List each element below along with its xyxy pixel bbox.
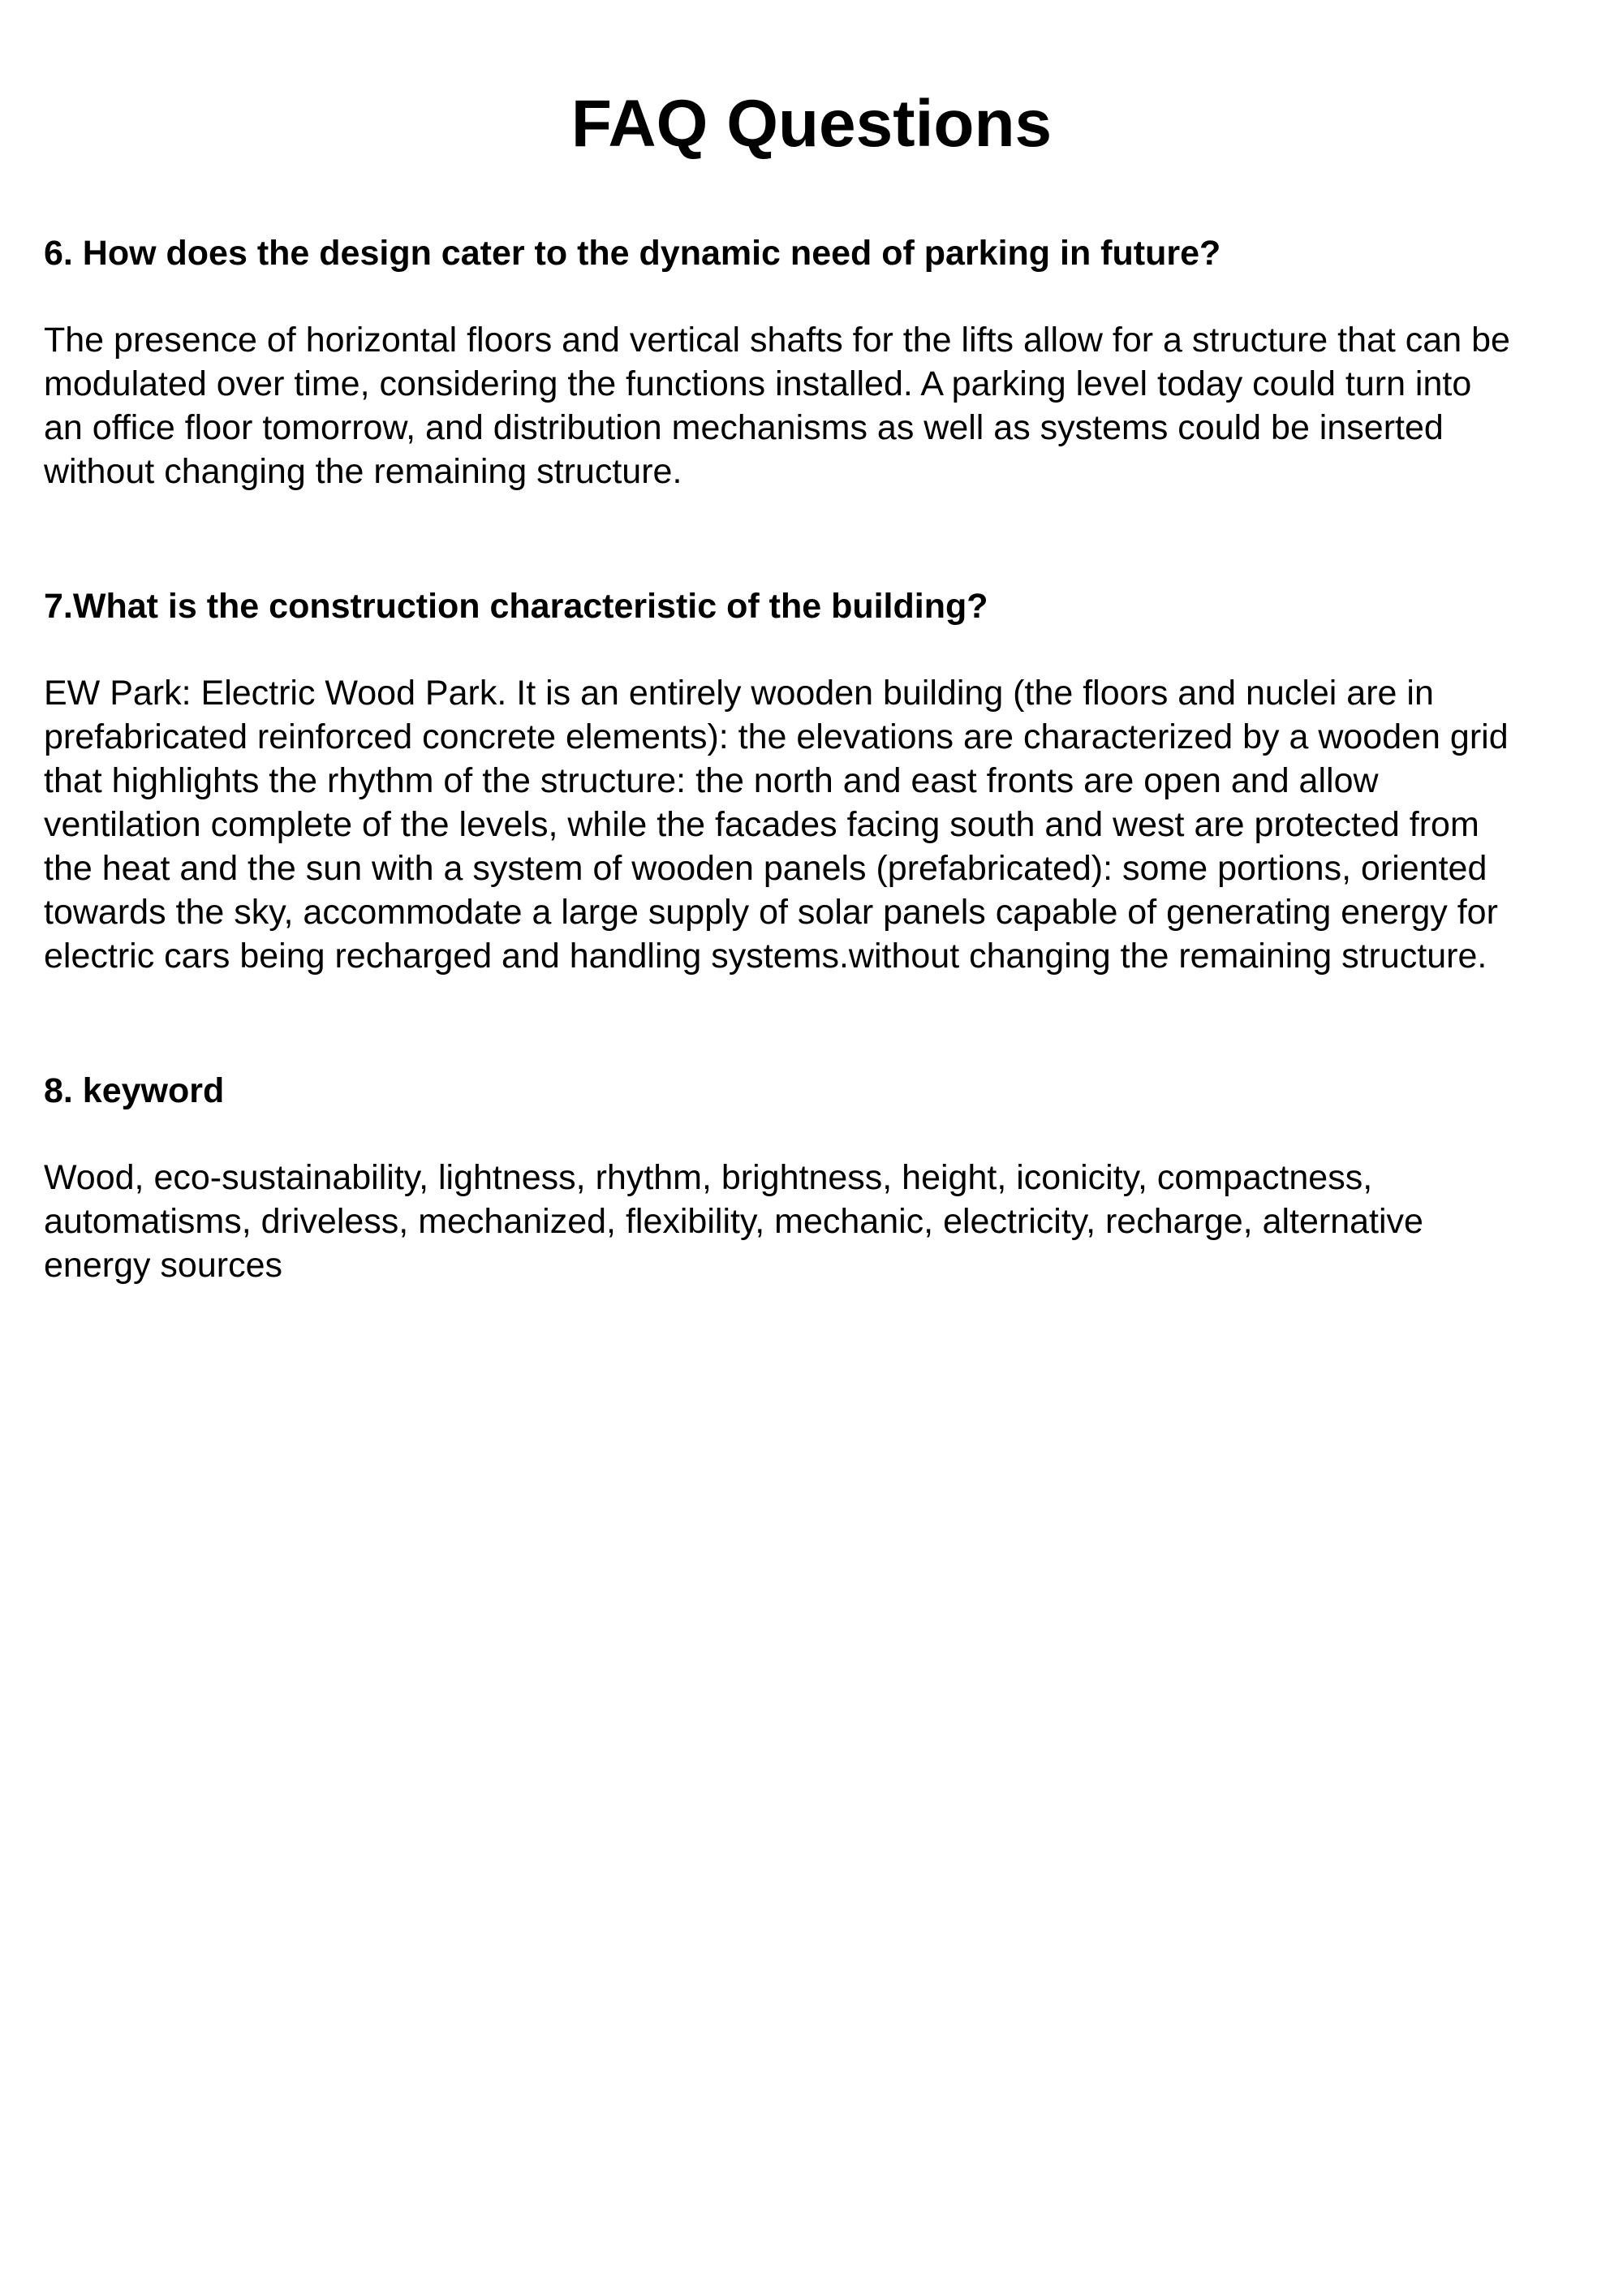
answer-line: without changing the remaining structure.	[44, 452, 682, 491]
page-title: FAQ Questions	[570, 87, 1053, 161]
answer-line: the heat and the sun with a system of wooden panels (prefabricated): some portions, oriented	[44, 849, 1487, 888]
answer-line: ventilation complete of the levels, while the facades facing south and west are protected from	[44, 805, 1479, 844]
faq-answer	[44, 318, 1586, 493]
answer-line: EW Park: Electric Wood Park. It is an entirely wooden building (the floors and nuclei are in	[44, 674, 1434, 713]
answer-line: modulated over time, considering the functions installed. A parking level today could turn into	[44, 364, 1472, 403]
answer-line: Wood, eco-sustainability, lightness, rhythm, brightness, height, iconicity, compactness,	[44, 1158, 1373, 1197]
answer-line: The presence of horizontal floors and vertical shafts for the lifts allow for a structure that can be	[44, 321, 1510, 360]
faq-question: 8. keyword	[44, 1071, 225, 1110]
answer-line: towards the sky, accommodate a large supply of solar panels capable of generating energy for	[44, 893, 1498, 932]
answer-line: automatisms, driveless, mechanized, flexibility, mechanic, electricity, recharge, alternative	[44, 1202, 1423, 1241]
faq-answer	[44, 671, 1586, 978]
faq-answer	[44, 1156, 1586, 1287]
faq-question: 6. How does the design cater to the dynamic need of parking in future?	[44, 234, 1221, 273]
faq-question: 7.What is the construction characteristic of the building?	[44, 587, 988, 626]
faq-item-8	[44, 1069, 1586, 1287]
answer-line: prefabricated reinforced concrete elements): the elevations are characterized by a wooden grid	[44, 717, 1509, 756]
answer-line: electric cars being recharged and handling systems.without changing the remaining structure.	[44, 937, 1487, 976]
answer-line: energy sources	[44, 1246, 282, 1285]
faq-item-7	[44, 584, 1586, 978]
answer-line: that highlights the rhythm of the structure: the north and east fronts are open and allow	[44, 761, 1379, 800]
faq-item-6	[44, 231, 1586, 493]
answer-line: an office floor tomorrow, and distribution mechanisms as well as systems could be inserted	[44, 408, 1444, 447]
